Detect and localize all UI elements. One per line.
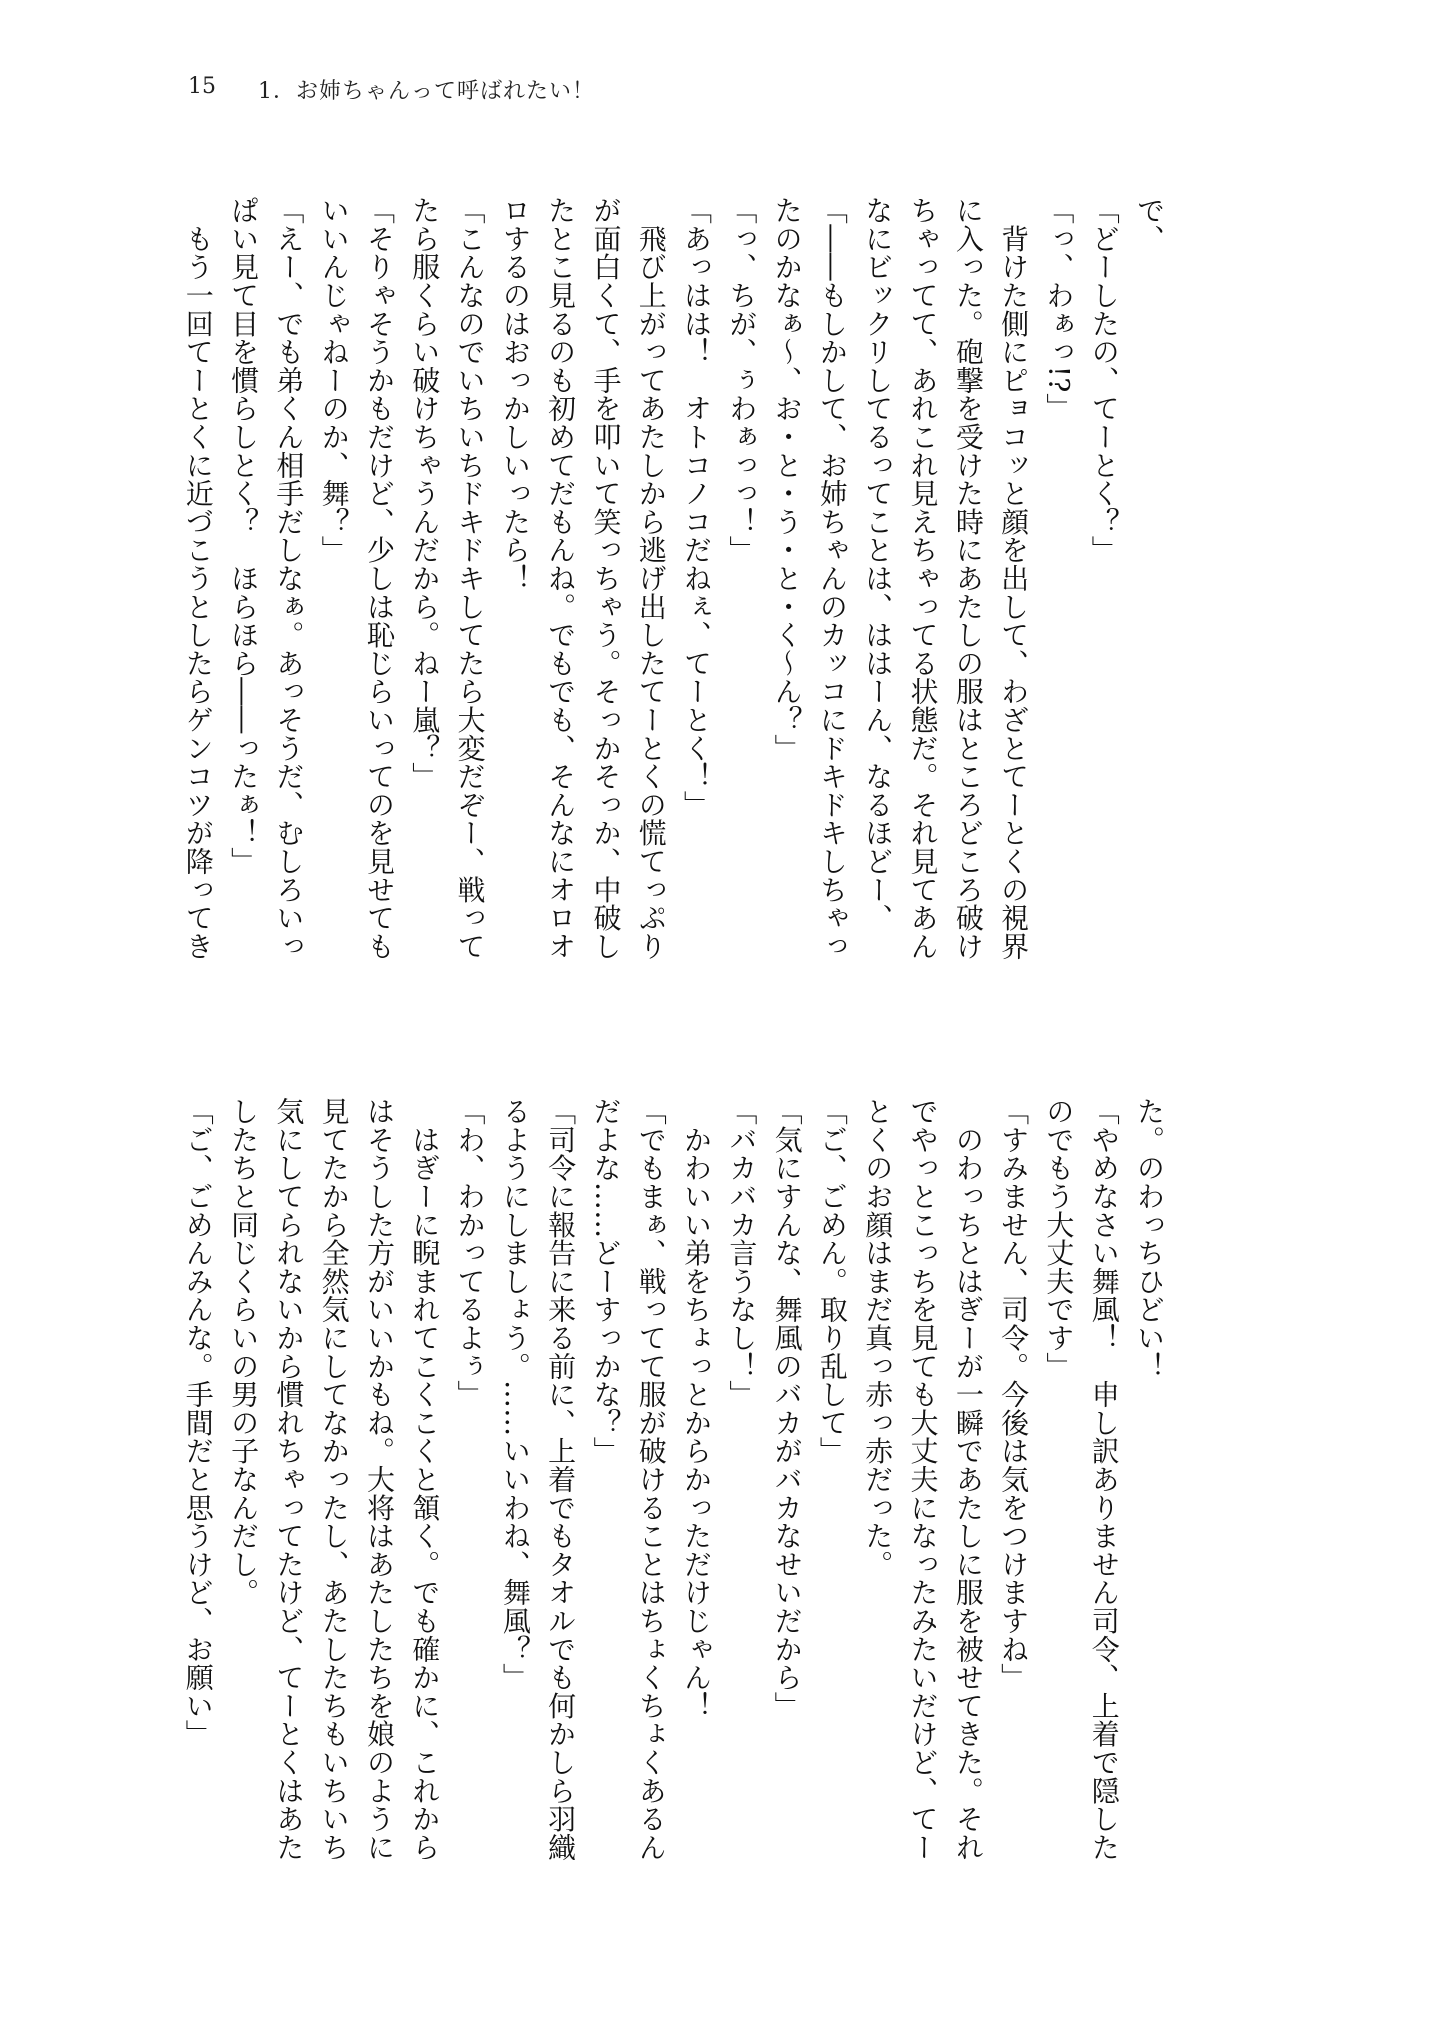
text-column: たのかなぁ〜、お・と・う・と・く〜ん？」 [770,196,804,762]
text-column: でやっとこっちを見ても大丈夫になったみたいだけど、てー [906,1097,940,1862]
text-column: とくのお顔はまだ真っ赤っ赤だった。 [861,1097,895,1579]
text-column: いいんじゃねーのか、舞？」 [317,196,351,564]
text-block-bottom [175,1097,1172,1877]
text-column: に入った。砲撃を受けた時にあたしの服はところどころ破け [951,196,985,961]
text-column: だよな……どーすっかな？」 [589,1097,623,1465]
text-column: るようにしましょう。……いいわね、舞風？」 [498,1097,532,1692]
text-column: 「っ、わぁっ!?」 [1042,196,1076,421]
text-column: 「――もしかして、お姉ちゃんのカッコにドキドキしちゃっ [815,196,849,961]
text-column: ロするのはおっかしいったら！ [498,196,532,593]
text-column: 見てたから全然気にしてなかったし、あたしたちもいちいち [317,1097,351,1862]
text-column: 「やめなさい舞風！ 申し訳ありません司令、上着で隠した [1087,1097,1121,1862]
text-column: 「ご、ごめんみんな。手間だと思うけど、お願い」 [181,1097,215,1748]
text-column: が面白くて、手を叩いて笑っちゃう。そっかそっか、中破し [589,196,623,961]
page-number: 15 [188,74,216,99]
text-column: 気にしてられないから慣れちゃってたけど、てーとくはあた [272,1097,306,1862]
text-column: のでもう大丈夫です」 [1042,1097,1076,1380]
text-column: 背けた側にピョコッと顔を出して、わざとてーとくの視界 [997,196,1031,961]
text-block-top [175,196,1172,976]
text-column: 「こんなのでいちいちドキドキしてたら大変だぞー、戦って [453,196,487,961]
text-column: 「司令に報告に来る前に、上着でもタオルでも何かしら羽織 [544,1097,578,1862]
text-column: 「えー、でも弟くん相手だしなぁ。あっそうだ、むしろいっ [272,196,306,961]
chapter-title: 1．お姉ちゃんって呼ばれたい！ [258,79,595,104]
text-column: ぱい見て目を慣らしとく？ ほらほら――ったぁ！」 [227,196,261,876]
text-column: もう一回てーとくに近づこうとしたらゲンコツが降ってき [181,196,215,961]
text-column: 「バカバカ言うなし！」 [725,1097,759,1409]
text-column: 「ご、ごめん。取り乱して」 [815,1097,849,1465]
text-column: 「すみません、司令。今後は気をつけますね」 [997,1097,1031,1692]
text-column: かわいい弟をちょっとからかっただけじゃん！ [680,1097,714,1720]
text-column: のわっちとはぎーが一瞬であたしに服を被せてきた。それ [951,1097,985,1862]
text-column: 「っ、ちが、ぅわぁっっ！」 [725,196,759,564]
text-column: なにビックリしてるってことは、ははーん、なるほどー、 [861,196,895,932]
text-column: 「わ、わかってるよぅ」 [453,1097,487,1409]
text-column: 「そりゃそうかもだけど、少しは恥じらいってのを見せても [362,196,396,961]
text-column: 飛び上がってあたしから逃げ出したてーとくの慌てっぷり [634,196,668,961]
text-column: 「でもまぁ、戦ってて服が破けることはちょくちょくあるん [634,1097,668,1862]
text-column: た。のわっちひどい！ [1133,1097,1166,1380]
text-column: したちと同じくらいの男の子なんだし。 [227,1097,261,1607]
text-column: たとこ見るのも初めてだもんね。でもでも、そんなにオロオ [544,196,578,961]
text-column: 「あっはは！ オトコノコだねぇ、てーとく！」 [680,196,714,819]
text-column: たら服くらい破けちゃうんだから。ねー嵐？」 [408,196,442,791]
text-column: 「どーしたの、てーとく？」 [1087,196,1121,564]
text-column: はぎーに睨まれてこくこくと頷く。でも確かに、これから [408,1097,442,1862]
text-column: ちゃってて、あれこれ見えちゃってる状態だ。それ見てあん [906,196,940,961]
text-column: はそうした方がいいかもね。大将はあたしたちを娘のように [362,1097,396,1862]
text-column: 「気にすんな、舞風のバカがバカなせいだから」 [770,1097,804,1720]
text-column: で、 [1133,196,1166,253]
